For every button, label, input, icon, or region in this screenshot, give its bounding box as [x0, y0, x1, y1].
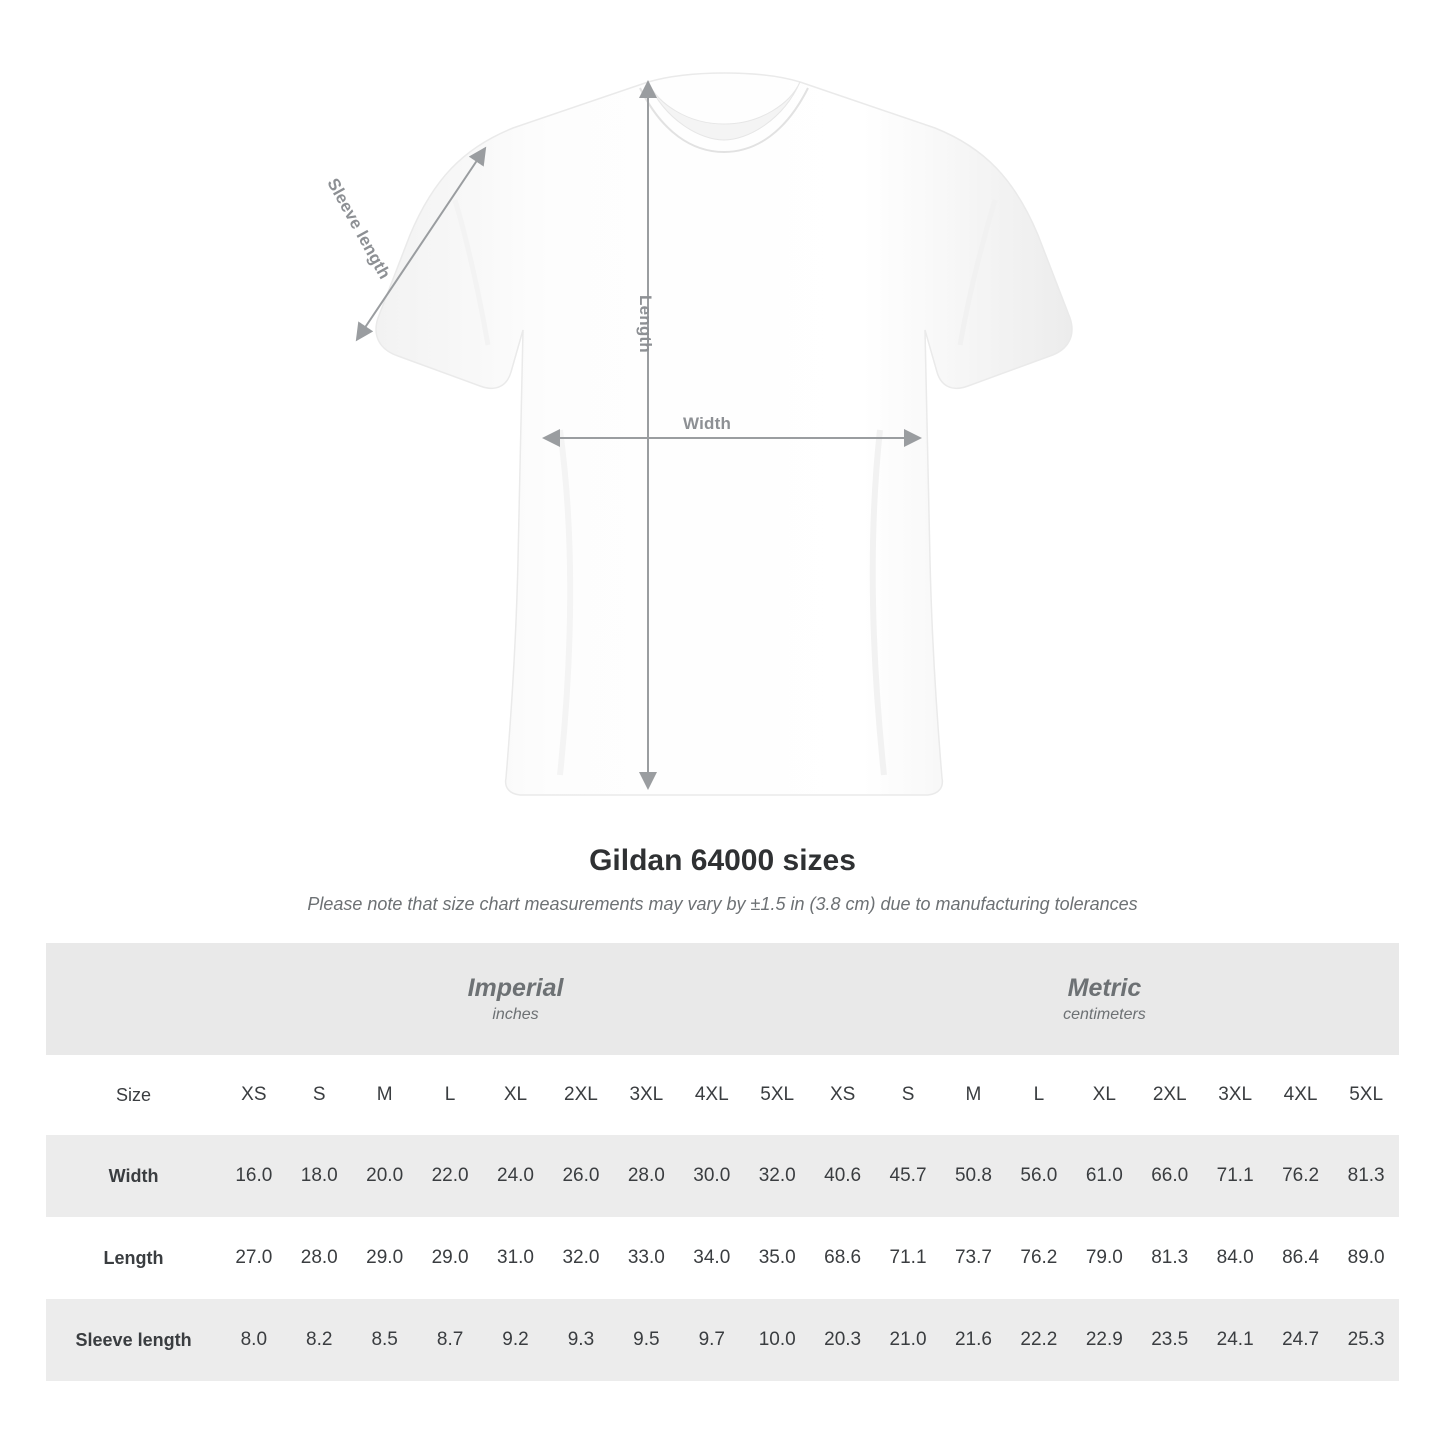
cell-width-imp-6: 28.0 — [614, 1135, 679, 1217]
cell-length-met-8: 89.0 — [1333, 1217, 1399, 1299]
cell-sleeve-imp-6: 9.5 — [614, 1299, 679, 1381]
cell-width-imp-7: 30.0 — [679, 1135, 744, 1217]
cell-width-met-8: 81.3 — [1333, 1135, 1399, 1217]
header-size-imp-8: 5XL — [744, 1055, 809, 1135]
title-block — [0, 844, 1445, 915]
size-chart-table-wrapper — [46, 943, 1399, 1381]
header-size-met-0: XS — [810, 1055, 875, 1135]
cell-length-imp-8: 35.0 — [744, 1217, 809, 1299]
header-size-label: Size — [46, 1055, 221, 1135]
cell-length-imp-0: 27.0 — [221, 1217, 286, 1299]
cell-width-imp-2: 20.0 — [352, 1135, 417, 1217]
header-size-imp-6: 3XL — [614, 1055, 679, 1135]
cell-length-imp-7: 34.0 — [679, 1217, 744, 1299]
cell-length-imp-1: 28.0 — [287, 1217, 352, 1299]
cell-sleeve-met-3: 22.2 — [1006, 1299, 1071, 1381]
header-size-imp-3: L — [417, 1055, 482, 1135]
cell-sleeve-imp-0: 8.0 — [221, 1299, 286, 1381]
cell-sleeve-met-6: 24.1 — [1202, 1299, 1267, 1381]
cell-length-met-7: 86.4 — [1268, 1217, 1333, 1299]
header-size-met-5: 2XL — [1137, 1055, 1202, 1135]
cell-sleeve-imp-8: 10.0 — [744, 1299, 809, 1381]
cell-sleeve-met-8: 25.3 — [1333, 1299, 1399, 1381]
cell-width-met-2: 50.8 — [941, 1135, 1006, 1217]
header-size-met-1: S — [875, 1055, 940, 1135]
cell-length-met-5: 81.3 — [1137, 1217, 1202, 1299]
cell-length-met-6: 84.0 — [1202, 1217, 1267, 1299]
unit-header-metric — [810, 943, 1399, 1055]
cell-width-imp-3: 22.0 — [417, 1135, 482, 1217]
cell-width-met-3: 56.0 — [1006, 1135, 1071, 1217]
header-size-imp-0: XS — [221, 1055, 286, 1135]
unit-metric-sub: centimeters — [1063, 1006, 1146, 1024]
header-size-met-2: M — [941, 1055, 1006, 1135]
table-row — [46, 1217, 1399, 1299]
cell-length-imp-6: 33.0 — [614, 1217, 679, 1299]
cell-length-met-4: 79.0 — [1072, 1217, 1137, 1299]
length-label: Length — [636, 295, 655, 353]
cell-width-met-4: 61.0 — [1072, 1135, 1137, 1217]
table-row — [46, 1135, 1399, 1217]
cell-width-met-5: 66.0 — [1137, 1135, 1202, 1217]
row-label-sleeve-length: Sleeve length — [46, 1299, 221, 1381]
cell-width-imp-4: 24.0 — [483, 1135, 548, 1217]
unit-imperial-name: Imperial — [467, 973, 564, 1002]
cell-width-imp-0: 16.0 — [221, 1135, 286, 1217]
cell-length-imp-4: 31.0 — [483, 1217, 548, 1299]
cell-width-imp-5: 26.0 — [548, 1135, 613, 1217]
cell-sleeve-imp-2: 8.5 — [352, 1299, 417, 1381]
header-size-imp-5: 2XL — [548, 1055, 613, 1135]
header-size-met-6: 3XL — [1202, 1055, 1267, 1135]
unit-header-row — [46, 943, 1399, 1055]
cell-width-met-0: 40.6 — [810, 1135, 875, 1217]
unit-imperial-sub: inches — [492, 1006, 539, 1024]
header-size-imp-1: S — [287, 1055, 352, 1135]
size-chart-table — [46, 943, 1399, 1381]
cell-sleeve-imp-3: 8.7 — [417, 1299, 482, 1381]
cell-length-imp-5: 32.0 — [548, 1217, 613, 1299]
header-size-met-7: 4XL — [1268, 1055, 1333, 1135]
cell-sleeve-imp-7: 9.7 — [679, 1299, 744, 1381]
tolerance-note: Please note that size chart measurements may vary by ±1.5 in (3.8 cm) due to manufacturing tolerances — [307, 894, 1138, 914]
cell-length-met-3: 76.2 — [1006, 1217, 1071, 1299]
cell-sleeve-imp-1: 8.2 — [287, 1299, 352, 1381]
cell-width-imp-1: 18.0 — [287, 1135, 352, 1217]
cell-width-met-1: 45.7 — [875, 1135, 940, 1217]
cell-length-met-2: 73.7 — [941, 1217, 1006, 1299]
size-header-row — [46, 1055, 1399, 1135]
cell-length-imp-2: 29.0 — [352, 1217, 417, 1299]
cell-sleeve-met-7: 24.7 — [1268, 1299, 1333, 1381]
sleeve-length-label: Sleeve length — [323, 175, 395, 283]
cell-sleeve-imp-4: 9.2 — [483, 1299, 548, 1381]
cell-length-met-1: 71.1 — [875, 1217, 940, 1299]
cell-length-met-0: 68.6 — [810, 1217, 875, 1299]
header-size-imp-4: XL — [483, 1055, 548, 1135]
header-size-met-3: L — [1006, 1055, 1071, 1135]
page-title: Gildan 64000 sizes — [589, 844, 856, 877]
cell-width-met-6: 71.1 — [1202, 1135, 1267, 1217]
header-size-imp-7: 4XL — [679, 1055, 744, 1135]
cell-width-met-7: 76.2 — [1268, 1135, 1333, 1217]
header-size-met-8: 5XL — [1333, 1055, 1399, 1135]
cell-sleeve-met-0: 20.3 — [810, 1299, 875, 1381]
table-row — [46, 1299, 1399, 1381]
unit-metric-name: Metric — [1067, 973, 1142, 1002]
cell-length-imp-3: 29.0 — [417, 1217, 482, 1299]
cell-sleeve-met-2: 21.6 — [941, 1299, 1006, 1381]
cell-sleeve-met-1: 21.0 — [875, 1299, 940, 1381]
row-label-width: Width — [46, 1135, 221, 1217]
cell-sleeve-met-4: 22.9 — [1072, 1299, 1137, 1381]
unit-header-imperial — [221, 943, 810, 1055]
cell-sleeve-met-5: 23.5 — [1137, 1299, 1202, 1381]
cell-sleeve-imp-5: 9.3 — [548, 1299, 613, 1381]
header-size-met-4: XL — [1072, 1055, 1137, 1135]
row-label-length: Length — [46, 1217, 221, 1299]
width-label: Width — [683, 414, 732, 433]
header-size-imp-2: M — [352, 1055, 417, 1135]
unit-header-spacer — [46, 943, 221, 1055]
cell-width-imp-8: 32.0 — [744, 1135, 809, 1217]
